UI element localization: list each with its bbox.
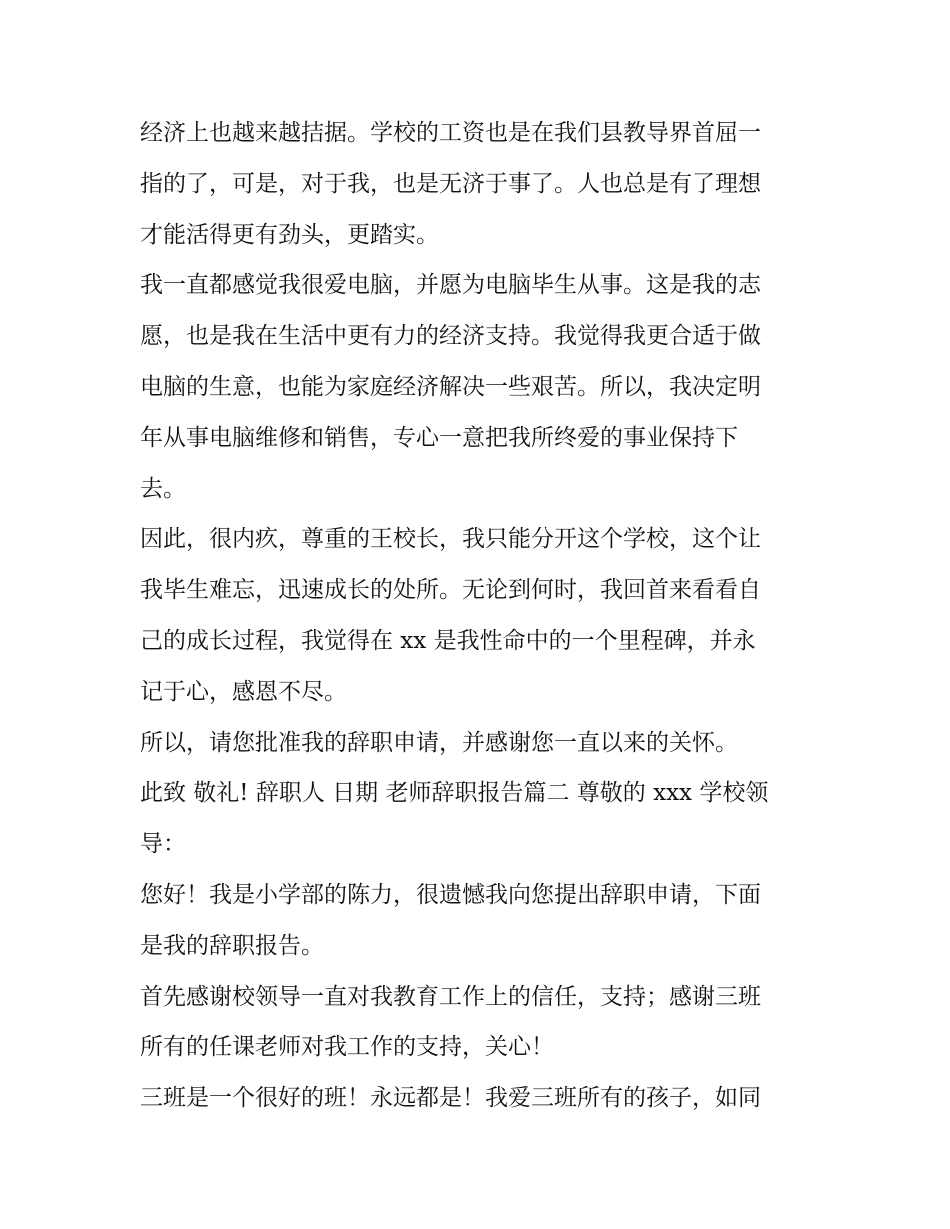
text-line: 所以，请您批准我的辞职申请，并感谢您一直以来的关怀。 bbox=[140, 729, 738, 756]
text-line: 己的成长过程，我觉得在 xx 是我性命中的一个里程碑，并永 bbox=[140, 627, 756, 654]
text-line: 导： bbox=[140, 831, 186, 858]
text-line: 是我的辞职报告。 bbox=[140, 932, 324, 959]
text-line: 指的了，可是，对于我，也是无济于事了。人也总是有了理想 bbox=[140, 170, 761, 197]
text-line: 三班是一个很好的班！永远都是！我爱三班所有的孩子，如同 bbox=[140, 1085, 761, 1112]
text-line: 愿，也是我在生活中更有力的经济支持。我觉得我更合适于做 bbox=[140, 323, 761, 350]
text-line: 电脑的生意，也能为家庭经济解决一些艰苦。所以，我决定明 bbox=[140, 373, 761, 400]
text-line: 经济上也越来越拮据。学校的工资也是在我们县教导界首屈一 bbox=[140, 120, 761, 146]
text-line: 我毕生难忘，迅速成长的处所。无论到何时，我回首来看看自 bbox=[140, 577, 761, 604]
text-line: 才能活得更有劲头，更踏实。 bbox=[140, 221, 439, 248]
text-line: 年从事电脑维修和销售，专心一意把我所终爱的事业保持下 bbox=[140, 424, 738, 451]
text-line: 去。 bbox=[140, 475, 186, 502]
text-line: 所有的任课老师对我工作的支持，关心！ bbox=[140, 1034, 554, 1061]
text-line: 首先感谢校领导一直对我教育工作上的信任，支持；感谢三班 bbox=[140, 983, 761, 1010]
text-line: 我一直都感觉我很爱电脑，并愿为电脑毕生从事。这是我的志 bbox=[140, 272, 761, 299]
text-line: 您好！我是小学部的陈力，很遗憾我向您提出辞职申请，下面 bbox=[140, 881, 761, 908]
text-line: 记于心，感恩不尽。 bbox=[140, 678, 347, 705]
document-body bbox=[140, 108, 820, 1124]
text-line: 因此，很内疚，尊重的王校长，我只能分开这个学校，这个让 bbox=[140, 526, 761, 553]
text-line: 此致 敬礼! 辞职人 日期 老师辞职报告篇二 尊敬的 xxx 学校领 bbox=[140, 780, 769, 807]
